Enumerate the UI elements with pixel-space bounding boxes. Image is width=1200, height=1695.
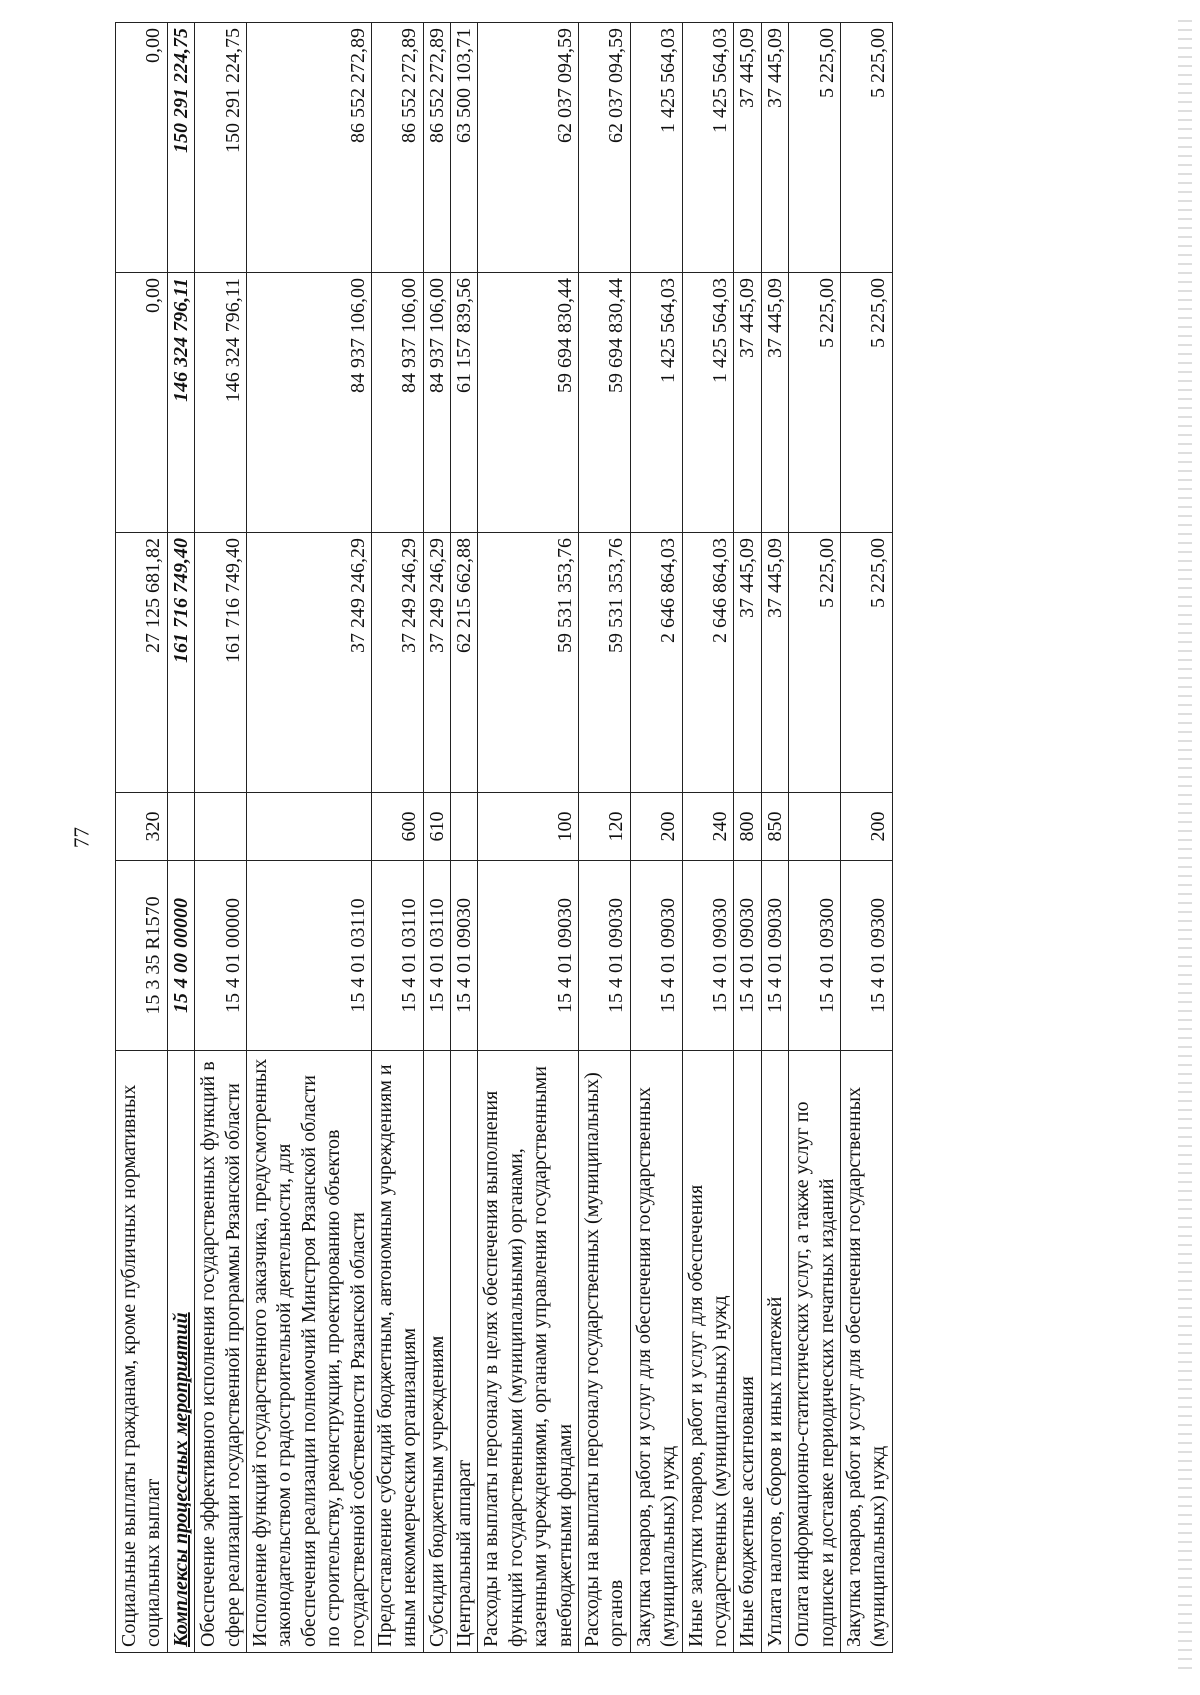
row-amount-3: 5 225,00 <box>789 23 841 273</box>
row-amount-2: 146 324 796,11 <box>195 273 247 533</box>
row-amount-2: 1 425 564,03 <box>682 273 734 533</box>
row-expense-type: 610 <box>423 793 450 861</box>
row-name: Расходы на выплаты персоналу в целях обеспечения выполнения функций государственными (муниципальными) органами, казенными учреждениями, органами управления государственными внебюджетными фондами <box>478 1051 579 1653</box>
row-code: 15 4 01 09030 <box>579 861 631 1051</box>
row-name: Уплата налогов, сборов и иных платежей <box>761 1051 788 1653</box>
row-code: 15 4 01 09300 <box>840 861 892 1051</box>
row-code: 15 4 00 00000 <box>167 861 194 1051</box>
row-name: Оплата информационно-статистических услуг, а также услуг по подписке и доставке периодических печатных изданий <box>789 1051 841 1653</box>
row-amount-3: 63 500 103,71 <box>451 23 478 273</box>
row-code: 15 4 01 03110 <box>246 861 371 1051</box>
row-amount-3: 86 552 272,89 <box>371 23 423 273</box>
row-amount-3: 37 445,09 <box>734 23 761 273</box>
table-row <box>734 23 761 1653</box>
row-amount-3: 150 291 224,75 <box>167 23 194 273</box>
row-name: Исполнение функций государственного заказчика, предусмотренных законодательством о градостроительной деятельности, для обеспечения реализации полномочий Минстроя Рязанской области по строительству, реконструкции, проектированию объектов государственной собственности Рязанской области <box>246 1051 371 1653</box>
table-row <box>451 23 478 1653</box>
row-name <box>167 1051 194 1653</box>
row-amount-3: 37 445,09 <box>761 23 788 273</box>
row-amount-1: 27 125 681,82 <box>116 533 168 793</box>
row-amount-2: 5 225,00 <box>840 273 892 533</box>
row-code: 15 4 01 09030 <box>682 861 734 1051</box>
row-amount-1: 2 646 864,03 <box>630 533 682 793</box>
row-amount-2: 146 324 796,11 <box>167 273 194 533</box>
row-expense-type: 240 <box>682 793 734 861</box>
row-amount-1: 5 225,00 <box>789 533 841 793</box>
row-code: 15 4 01 00000 <box>195 861 247 1051</box>
row-expense-type: 850 <box>761 793 788 861</box>
row-amount-3: 62 037 094,59 <box>579 23 631 273</box>
table-row <box>423 23 450 1653</box>
section-title: Комплексы процессных мероприятий <box>169 1312 192 1647</box>
row-amount-3: 150 291 224,75 <box>195 23 247 273</box>
row-expense-type: 800 <box>734 793 761 861</box>
row-amount-3: 86 552 272,89 <box>423 23 450 273</box>
row-amount-1: 5 225,00 <box>840 533 892 793</box>
row-name: Закупка товаров, работ и услуг для обеспечения государственных (муниципальных) нужд <box>630 1051 682 1653</box>
row-amount-1: 59 531 353,76 <box>478 533 579 793</box>
row-expense-type: 200 <box>840 793 892 861</box>
row-expense-type <box>195 793 247 861</box>
row-amount-1: 37 445,09 <box>734 533 761 793</box>
table-row <box>246 23 371 1653</box>
row-amount-2: 84 937 106,00 <box>423 273 450 533</box>
table-row <box>116 23 168 1653</box>
row-name: Обеспечение эффективного исполнения государственных функций в сфере реализации государственной программы Рязанской области <box>195 1051 247 1653</box>
table-row <box>682 23 734 1653</box>
table-row <box>840 23 892 1653</box>
row-name: Предоставление субсидий бюджетным, автономным учреждениям и иным некоммерческим организациям <box>371 1051 423 1653</box>
row-amount-1: 62 215 662,88 <box>451 533 478 793</box>
budget-table <box>115 22 893 1653</box>
table-row <box>579 23 631 1653</box>
row-amount-1: 161 716 749,40 <box>195 533 247 793</box>
table-row-section <box>167 23 194 1653</box>
row-code: 15 4 01 09030 <box>630 861 682 1051</box>
row-expense-type: 320 <box>116 793 168 861</box>
row-name: Расходы на выплаты персоналу государственных (муниципальных) органов <box>579 1051 631 1653</box>
row-amount-2: 84 937 106,00 <box>371 273 423 533</box>
row-expense-type <box>451 793 478 861</box>
table-row <box>789 23 841 1653</box>
row-code: 15 4 01 03110 <box>371 861 423 1051</box>
table-row <box>761 23 788 1653</box>
row-amount-2: 37 445,09 <box>761 273 788 533</box>
row-amount-3: 1 425 564,03 <box>682 23 734 273</box>
row-amount-2: 1 425 564,03 <box>630 273 682 533</box>
row-amount-2: 37 445,09 <box>734 273 761 533</box>
row-amount-1: 37 249 246,29 <box>371 533 423 793</box>
row-name: Иные бюджетные ассигнования <box>734 1051 761 1653</box>
row-amount-2: 61 157 839,56 <box>451 273 478 533</box>
row-amount-3: 86 552 272,89 <box>246 23 371 273</box>
rotated-budget-sheet <box>115 23 1095 1653</box>
row-code: 15 4 01 09030 <box>734 861 761 1051</box>
row-expense-type: 600 <box>371 793 423 861</box>
row-amount-3: 1 425 564,03 <box>630 23 682 273</box>
row-code: 15 4 01 09030 <box>478 861 579 1051</box>
row-amount-1: 161 716 749,40 <box>167 533 194 793</box>
row-code: 15 4 01 09300 <box>789 861 841 1051</box>
page-number: 77 <box>69 827 94 848</box>
row-code: 15 4 01 09030 <box>761 861 788 1051</box>
row-amount-2: 59 694 830,44 <box>478 273 579 533</box>
row-amount-1: 37 445,09 <box>761 533 788 793</box>
row-amount-2: 0,00 <box>116 273 168 533</box>
row-name: Центральный аппарат <box>451 1051 478 1653</box>
row-amount-3: 62 037 094,59 <box>478 23 579 273</box>
row-expense-type <box>246 793 371 861</box>
row-amount-3: 0,00 <box>116 23 168 273</box>
row-expense-type: 120 <box>579 793 631 861</box>
row-amount-2: 84 937 106,00 <box>246 273 371 533</box>
row-amount-2: 59 694 830,44 <box>579 273 631 533</box>
row-code: 15 4 01 09030 <box>451 861 478 1051</box>
table-row <box>630 23 682 1653</box>
row-code: 15 3 35 R1570 <box>116 861 168 1051</box>
table-row <box>371 23 423 1653</box>
row-amount-1: 59 531 353,76 <box>579 533 631 793</box>
row-expense-type: 100 <box>478 793 579 861</box>
row-amount-1: 37 249 246,29 <box>423 533 450 793</box>
scan-edge-artifact <box>1178 20 1192 1670</box>
row-name: Закупка товаров, работ и услуг для обеспечения государственных (муниципальных) нужд <box>840 1051 892 1653</box>
table-row <box>478 23 579 1653</box>
row-expense-type <box>167 793 194 861</box>
row-amount-2: 5 225,00 <box>789 273 841 533</box>
table-row <box>195 23 247 1653</box>
row-expense-type: 200 <box>630 793 682 861</box>
row-amount-1: 37 249 246,29 <box>246 533 371 793</box>
row-amount-3: 5 225,00 <box>840 23 892 273</box>
row-amount-1: 2 646 864,03 <box>682 533 734 793</box>
row-name: Субсидии бюджетным учреждениям <box>423 1051 450 1653</box>
row-name: Социальные выплаты гражданам, кроме публичных нормативных социальных выплат <box>116 1051 168 1653</box>
row-expense-type <box>789 793 841 861</box>
row-name: Иные закупки товаров, работ и услуг для обеспечения государственных (муниципальных) нужд <box>682 1051 734 1653</box>
row-code: 15 4 01 03110 <box>423 861 450 1051</box>
